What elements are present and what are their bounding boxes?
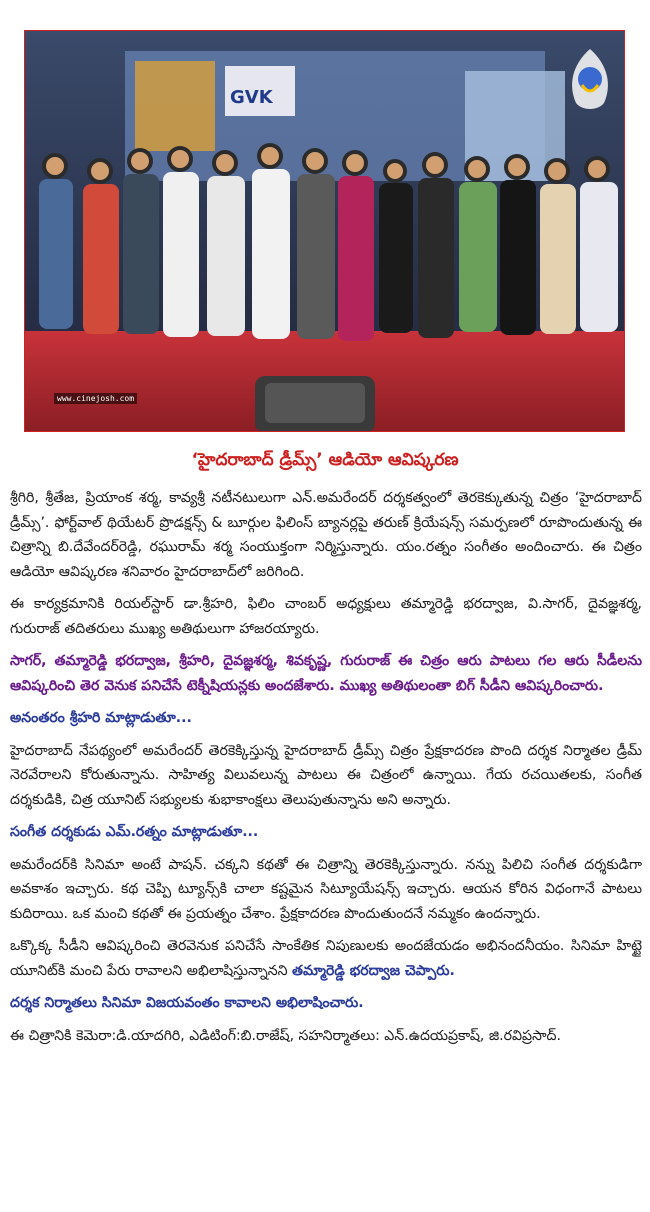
site-logo bbox=[562, 45, 618, 115]
article-headline: ‘హైదరాబాద్ డ్రీమ్స్’ ఆడియో ఆవిష్కరణ bbox=[191, 450, 459, 470]
paragraph-wishes: దర్శక నిర్మాతలు సినిమా విజయవంతం కావాలని అభిలాషించారు. bbox=[10, 995, 364, 1011]
paragraph-bharadwaja-text: ఒక్కొక్క సీడీని ఆవిష్కరించి తెరవెనుక పనిచేసే సాంకేతిక నిపుణులకు అందజేయడం అభినందనీయం. సినిమా హిట్టై యూనిట్‌కి మంచి పేరు రావాలని అభిలాషిస్తున్నానని bbox=[10, 938, 642, 979]
paragraph-guests: ఈ కార్యక్రమానికి రియల్‌స్టార్ డా.శ్రీహరి, ఫిలిం చాంబర్ అధ్యక్షులు తమ్మారెడ్డి భరద్వాజ, వి.సాగర్, దైవజ్ఞశర్మ, గురురాజ్ తదితరులు ముఖ్య అతిథులుగా హాజరయ్యారు. bbox=[10, 596, 642, 637]
paragraph-ratnam-speech: అమరేందర్‌కి సినిమా అంటే పాషన్. చక్కని కథతో ఈ చిత్రాన్ని తెరకెక్కిస్తున్నారు. నన్ను పిలిచి సంగీత దర్శకుడిగా అవకాశం ఇచ్చారు. కథ చెప్పి ట్యూన్స్‌కి చాలా కష్టమైన సిట్యూయేషన్స్ ఇచ్చారు. ఆయన కోరిన విధంగానే పాటలు కుదిరాయి. ఒక మంచి కథతో ఈ ప్రయత్నం చేశాం. ప్రేక్షకాదరణ పొందుతుందనే నమ్మకం ఉందన్నారు. bbox=[10, 856, 642, 922]
paragraph-ratnam-heading: సంగీత దర్శకుడు ఎమ్.రత్నం మాట్లాడుతూ... bbox=[10, 824, 259, 840]
paragraph-cd-launch: సాగర్, తమ్మారెడ్డి భరద్వాజ, శ్రీహరి, దైవజ్ఞశర్మ, శివకృష్ణ, గురురాజ్ ఈ చిత్రం ఆరు పాటలు గల ఆరు సీడీలను ఆవిష్కరించి తెర వెనుక పనిచేసే టెక్నీషియన్లకు అందజేశారు. ముఖ్య అతిథులంతా బిగ్ సీడీని ఆవిష్కరించారు. bbox=[10, 653, 642, 694]
paragraph-intro: శ్రీగిరి, శ్రీతేజ, ప్రియాంక శర్మ, కావ్యశ్రీ నటీనటులుగా ఎన్.అమరేందర్ దర్శకత్వంలో తెరకెక్కుతున్న చిత్రం ‘హైదరాబాద్ డ్రీమ్స్’. ఫోర్ట్‌వాల్ థియేటర్ ప్రొడక్షన్స్ & బూర్గుల ఫిలింస్ బ్యానర్లపై తరుణ్ క్రియేషన్స్ సమర్పణలో రూపొందుతున్న ఈ చిత్రాన్ని బి.దేవేందర్‌రెడ్డి, రఘురామ్ శర్మ సంయుక్తంగా నిర్మిస్తున్నారు. యం.రత్నం సంగీతం అందించారు. ఈ చిత్రం ఆడియో ఆవిష్కరణ శనివారం హైదరాబాద్‌లో జరిగింది. bbox=[10, 490, 642, 580]
inline-highlight: తమ్మారెడ్డి భరద్వాజ చెప్పారు. bbox=[292, 962, 455, 979]
paragraph-credits: ఈ చిత్రానికి కెమెరా:డి.యాదగిరి, ఎడిటింగ్:బి.రాజేష్, సహనిర్మాతలు: ఎన్.ఉదయప్రకాష్, జి.రవిప్రసాద్. bbox=[10, 1027, 561, 1044]
banner-text: GVK bbox=[230, 87, 273, 108]
paragraph-bharadwaja bbox=[10, 934, 642, 983]
event-photo-illustration bbox=[25, 31, 625, 432]
article-body bbox=[10, 486, 642, 1056]
photo-watermark: www.cinejosh.com bbox=[54, 393, 137, 404]
event-photo bbox=[24, 30, 625, 432]
paragraph-srihari-speech: హైదరాబాద్ నేపథ్యంలో అమరేందర్ తెరకెక్కిస్తున్న హైదరాబాద్ డ్రీమ్స్ చిత్రం ప్రేక్షకాదరణ పొంది దర్శక నిర్మాతల డ్రీమ్ నెరవేరాలని కోరుతున్నాను. సాహిత్య విలువలున్న పాటలు ఈ చిత్రంలో ఉన్నాయి. గేయ రచయితలకు, సంగీత దర్శకుడికి, చిత్ర యూనిట్ సభ్యులకు శుభాకాంక్షలు తెలుపుతున్నాను అని అన్నారు. bbox=[10, 742, 642, 808]
paragraph-srihari-heading: అనంతరం శ్రీహరి మాట్లాడుతూ... bbox=[10, 710, 192, 726]
